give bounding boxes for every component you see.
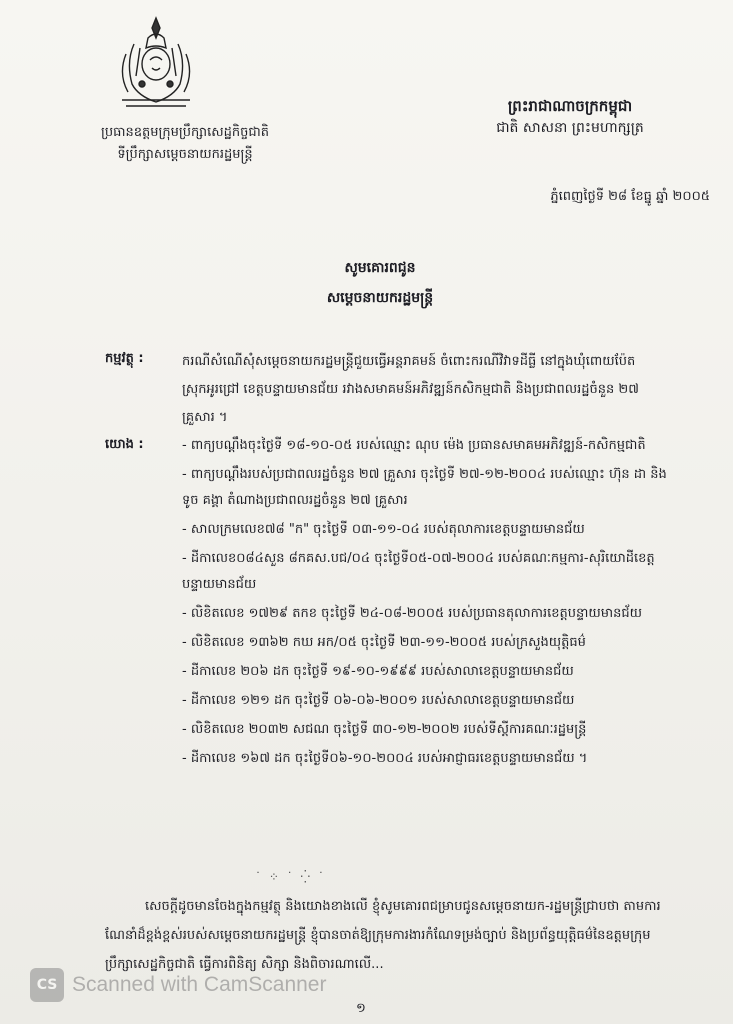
kingdom-header: [455, 95, 685, 139]
watermark-text: Scanned with CamScanner: [72, 973, 327, 996]
scan-marks: ˙ ⁘ ˙ ⁛ ˙: [255, 870, 326, 884]
body-paragraph: សេចក្តីដូចមានចែងក្នុងកម្មវត្ថុ និងយោងខាងលើ ខ្ញុំសូមគោរពជម្រាបជូនសម្តេចនាយក-រដ្ឋមន្រ្តីជ្រាបថា តាមការណែនាំដ៏ខ្ពង់ខ្ពស់របស់សម្តេចនាយករដ្ឋមន្រ្តី ខ្ញុំបានចាត់ឱ្យក្រុមការងារកំណែទម្រង់ច្បាប់ និងប្រព័ន្ធយុត្តិធម៌នៃឧត្តមក្រុមប្រឹក្សាសេដ្ឋកិច្ចជាតិ ធ្វើការពិនិត្យ សិក្សា និងពិចារណាលើ...: [105, 899, 661, 972]
reference-item: - លិខិតលេខ ១៧២៩ តកខ ចុះថ្ងៃទី ២៤-០៨-២០០៥ របស់ប្រធានតុលាការខេត្តបន្ទាយមានជ័យ: [182, 606, 642, 621]
ministry-header: [60, 122, 310, 166]
document-date: ភ្នំពេញថ្ងៃទី ២៨ ខែធ្នូ ឆ្នាំ ២០០៥: [550, 189, 710, 204]
ministry-line-1: ប្រធានឧត្តមក្រុមប្រឹក្សាសេដ្ឋកិច្ចជាតិ: [101, 125, 269, 140]
ministry-line-2: ទីប្រឹក្សាសម្តេចនាយករដ្ឋមន្រ្តី: [117, 147, 253, 162]
kingdom-motto: ជាតិ សាសនា ព្រះមហាក្សត្រ: [496, 120, 644, 136]
references-label: យោង :: [105, 437, 144, 452]
references-list: [182, 433, 667, 775]
reference-item: - ពាក្យបណ្តឹងចុះថ្ងៃទី ១៨-១០-០៥ របស់ឈ្មោះ ណុប ម៉េង ប្រធានសមាគមអភិវឌ្ឍន៍-កសិកម្មជាតិ: [182, 438, 646, 453]
recipient-greeting: សូមគោរពជូន: [344, 260, 416, 276]
recipient-name: សម្តេចនាយករដ្ឋមន្រ្តី: [326, 290, 434, 306]
recipient-block: [230, 253, 530, 313]
royal-emblem-icon: [112, 14, 200, 112]
reference-item: - ពាក្យបណ្តឹងរបស់ប្រជាពលរដ្ឋចំនួន ២៧ គ្រួសារ ចុះថ្ងៃទី ២៧-១២-២០០៤ របស់ឈ្មោះ ហ៊ុន ដា និង ទូច គង្គា តំណាងប្រជាពលរដ្ឋចំនួន ២៧ គ្រួសារ: [182, 467, 667, 508]
reference-item: - សាលក្រមលេខ៧៨ "ក" ចុះថ្ងៃទី ០៣-១១-០៤ របស់តុលាការខេត្តបន្ទាយមានជ័យ: [182, 522, 585, 537]
subject-text: ករណីសំណើសុំសម្តេចនាយករដ្ឋមន្រ្តីជួយធ្វើអន្តរាគមន៍ ចំពោះករណីវិវាទដីធ្លី នៅក្នុងឃុំពោយប៉ែត ស្រុកអូរជ្រៅ ខេត្តបន្ទាយមានជ័យ រវាងសមាគមន៍អភិវឌ្ឍន៍កសិកម្មជាតិ និងប្រជាពលរដ្ឋចំនួន ២៧ គ្រួសារ ។: [182, 354, 639, 425]
reference-item: - ដីកាលេខ ១២១ ដក ចុះថ្ងៃទី ០៦-០៦-២០០១ របស់សាលាខេត្តបន្ទាយមានជ័យ: [182, 693, 575, 708]
page-number: ១: [356, 1001, 366, 1016]
camscanner-logo-icon: CS: [30, 968, 64, 1002]
camscanner-watermark: [30, 968, 326, 1002]
reference-item: - ដីកាលេខ០៨៤សួន ៨កគស.បជ/០៤ ចុះថ្ងៃទី០៥-០៧-២០០៤ របស់គណៈកម្មការ-សុរិយោដីខេត្តបន្ទាយមានជ័យ: [182, 551, 655, 592]
kingdom-title: ព្រះរាជាណាចក្រកម្ពុជា: [507, 97, 633, 115]
subject-label: កម្មវត្ថុ :: [105, 351, 144, 366]
reference-item: - ដីកាលេខ ១៦៧ ដក ចុះថ្ងៃទី០៦-១០-២០០៤ របស់អាជ្ញាធរខេត្តបន្ទាយមានជ័យ ។: [182, 751, 588, 766]
reference-item: - លិខិតលេខ ១៣៦២ កឃ អក/០៥ ចុះថ្ងៃទី ២៣-១១-២០០៥ របស់ក្រសួងយុត្តិធម៌: [182, 635, 586, 650]
reference-item: - ដីកាលេខ ២០៦ ដក ចុះថ្ងៃទី ១៩-១០-១៩៩៩ របស់សាលាខេត្តបន្ទាយមានជ័យ: [182, 664, 574, 679]
reference-item: - លិខិតលេខ ២០៣២ សជណ ចុះថ្ងៃទី ៣០-១២-២០០២ របស់ទីស្តីការគណៈរដ្ឋមន្រ្តី: [182, 722, 587, 737]
